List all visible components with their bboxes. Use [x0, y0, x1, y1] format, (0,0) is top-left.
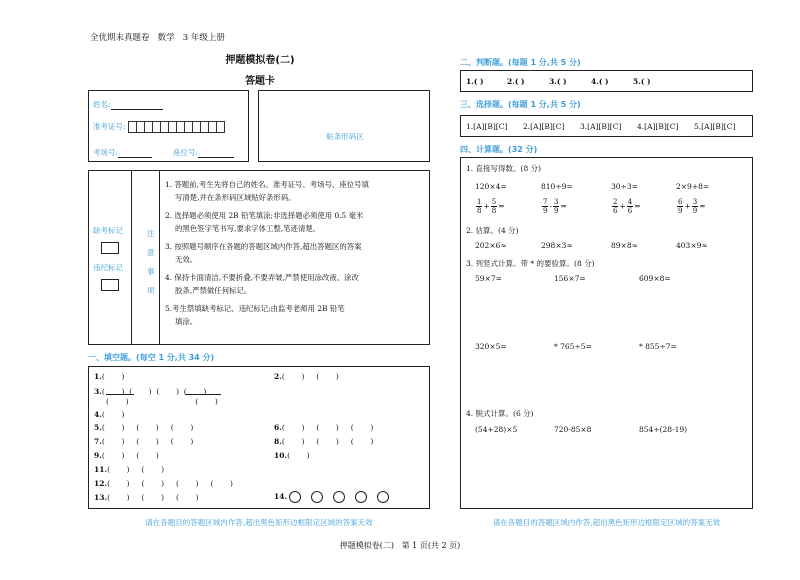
violation-mark-box[interactable]	[101, 279, 119, 291]
q2-title: 2. 估算。(4 分)	[466, 226, 519, 235]
section2-title: 二、判断题。(每题 1 分,共 5 分)	[460, 58, 581, 67]
vertical-calc-item: 59×7=	[475, 274, 502, 283]
blank-7[interactable]: 7.( ) ( ) ( )	[94, 437, 194, 446]
notice-line: 3. 按照题号顺序在各题的答题区域内作答,超出答题区的答案	[165, 242, 362, 251]
section4-title: 四、计算题。(32 分)	[460, 145, 538, 154]
header-series: 全优期末真题卷 数学 3 年级上册	[90, 33, 225, 43]
notice-line: 的黑色签字笔书写,要求字体工整,笔迹清楚。	[175, 224, 321, 233]
notice-label-xiang: 项	[147, 286, 155, 295]
blank-11[interactable]: 11.( ) ( )	[94, 465, 165, 474]
notice-line: 4. 保持卡面清洁,不要折叠,不要弄皱,严禁使用涂改液、涂改	[165, 273, 359, 282]
fraction-item: $\frac{1}{8}$ + $\frac{5}{8}$ =	[477, 198, 505, 215]
judge-item[interactable]: 1.( )	[466, 77, 484, 86]
notice-line: 5.考生禁填缺考标记、违纪标记;由监考老师用 2B 铅笔	[165, 304, 345, 313]
name-field[interactable]: 姓名:	[93, 99, 163, 110]
estimate-item: 202×6≈	[475, 241, 507, 250]
left-warning: 请在各题目的答题区域内作答,超出黑色矩形边框限定区域的答案无效	[145, 518, 373, 527]
blank-12[interactable]: 12.( ) ( ) ( ) ( )	[94, 479, 233, 488]
judge-item[interactable]: 4.( )	[591, 77, 609, 86]
blank-13[interactable]: 13.( ) ( ) ( )	[94, 493, 199, 502]
fraction-item: $\frac{2}{6}$ + $\frac{4}{6}$ =	[613, 198, 641, 215]
vertical-calc-item: 320×5=	[475, 342, 507, 351]
estimate-item: 298×3≈	[541, 241, 573, 250]
notice-line: 无效。	[175, 255, 198, 264]
calc-item: 30÷3=	[611, 182, 638, 191]
barcode-area[interactable]	[258, 90, 430, 162]
blank-2[interactable]: 2.( ) ( )	[274, 372, 339, 381]
estimate-item: 89×8≈	[611, 241, 638, 250]
absent-mark-label: 缺考标记	[93, 226, 123, 235]
absent-mark-box[interactable]	[101, 242, 119, 254]
blank-8[interactable]: 8.( ) ( ) ( )	[274, 437, 374, 446]
choice-item[interactable]: 1.[A][B][C]	[466, 122, 508, 131]
vertical-calc-item: 609×8=	[639, 274, 671, 283]
ticket-number-field[interactable]: 准考证号:	[93, 121, 224, 133]
blank-5[interactable]: 5.( ) ( ) ( )	[94, 423, 194, 432]
notice-line: 2. 选择题必须使用 2B 铅笔填涂;非选择题必须使用 0.5 毫米	[165, 211, 364, 220]
q1-title: 1. 直接写得数。(8 分)	[466, 164, 542, 173]
page-subtitle: 答题卡	[245, 76, 275, 87]
blank-1[interactable]: 1.( )	[94, 372, 125, 381]
notice-label-zhu: 注	[147, 229, 155, 238]
exam-room-field[interactable]: 考场号:	[93, 147, 152, 158]
calc-item: 120×4=	[475, 182, 507, 191]
judge-item[interactable]: 3.( )	[549, 77, 567, 86]
blank-6[interactable]: 6.( ) ( ) ( )	[274, 423, 374, 432]
section4-answer-area[interactable]	[460, 157, 753, 509]
estimate-item: 403×9≈	[676, 241, 708, 250]
calc-item: 2×9+8=	[676, 182, 710, 191]
step-calc-item: 854÷(28-19)	[639, 425, 688, 434]
judge-item[interactable]: 2.( )	[507, 77, 525, 86]
vertical-calc-item: * 765÷5=	[554, 342, 592, 351]
calc-item: 810÷9=	[541, 182, 573, 191]
right-warning: 请在各题目的答题区域内作答,超出黑色矩形边框限定区域的答案无效	[492, 518, 721, 527]
blank-10[interactable]: 10.( )	[274, 451, 310, 460]
notice-box	[88, 170, 430, 345]
judge-item[interactable]: 5.( )	[633, 77, 651, 86]
choice-item[interactable]: 2.[A][B][C]	[523, 122, 565, 131]
step-calc-item: 720-85×8	[554, 425, 592, 434]
section1-answer-area[interactable]: 1.( ) 3.( ) ( ) ( ) ( ) ( ) ( ) 4.( ) 5.( ) ( ) ( ) 7.( ) ( ) ( ) 9.( ) ( ) 11.( ) ( ) 12.( ) ( ) ( ) ( ) 13.( ) ( ) ( ) 2.( ) ( ) 6.( ) ( ) ( ) 8.( ) ( ) ( ) 10.( ) 14.	[88, 366, 430, 509]
section3-answer-area[interactable]	[460, 115, 753, 137]
notice-line: 胶条,严禁做任何标记。	[175, 286, 252, 295]
q4-title: 4. 脱式计算。(6 分)	[466, 409, 534, 418]
q3-title: 3. 列竖式计算。带 * 的要验算。(8 分)	[466, 259, 595, 268]
blank-3[interactable]: 3.( ) ( ) ( ) ( )	[94, 387, 207, 396]
notice-line: 写清楚,并在条形码区域贴好条形码。	[175, 193, 296, 202]
blank-9[interactable]: 9.( ) ( )	[94, 451, 159, 460]
violation-mark-label: 违纪标记	[93, 263, 123, 272]
blank-4[interactable]: 4.( )	[94, 410, 125, 419]
barcode-label: 粘条形码区	[326, 132, 364, 141]
fraction-item: $\frac{7}{9}$ - $\frac{3}{9}$ =	[543, 198, 567, 215]
fraction-item: $\frac{6}{9}$ + $\frac{3}{9}$ =	[678, 198, 706, 215]
notice-label-yi: 意	[147, 248, 155, 257]
notice-line: 1. 答题前,考生先将自己的姓名、准考证号、考场号、座位号填	[165, 180, 369, 189]
step-calc-item: (54+28)×5	[475, 425, 518, 434]
choice-item[interactable]: 4.[A][B][C]	[637, 122, 679, 131]
student-info-box	[88, 90, 249, 162]
section2-answer-area[interactable]	[460, 70, 753, 92]
choice-item[interactable]: 5.[A][B][C]	[694, 122, 736, 131]
vertical-calc-item: 156×7=	[554, 274, 586, 283]
blank-14[interactable]: 14.	[274, 491, 399, 503]
page-footer: 押题模拟卷(二) 第 1 页(共 2 页)	[339, 541, 461, 550]
vertical-calc-item: * 855÷7=	[639, 342, 677, 351]
notice-line: 填涂。	[175, 317, 198, 326]
choice-item[interactable]: 3.[A][B][C]	[580, 122, 622, 131]
marks-column	[88, 171, 132, 344]
section1-title: 一、填空题。(每空 1 分,共 34 分)	[88, 353, 215, 362]
seat-field[interactable]: 座位号:	[173, 147, 234, 158]
page-title: 押题模拟卷(二)	[225, 55, 295, 66]
notice-text	[165, 179, 425, 344]
section3-title: 三、选择题。(每题 1 分,共 5 分)	[460, 100, 581, 109]
notice-label-shi: 事	[147, 267, 155, 276]
